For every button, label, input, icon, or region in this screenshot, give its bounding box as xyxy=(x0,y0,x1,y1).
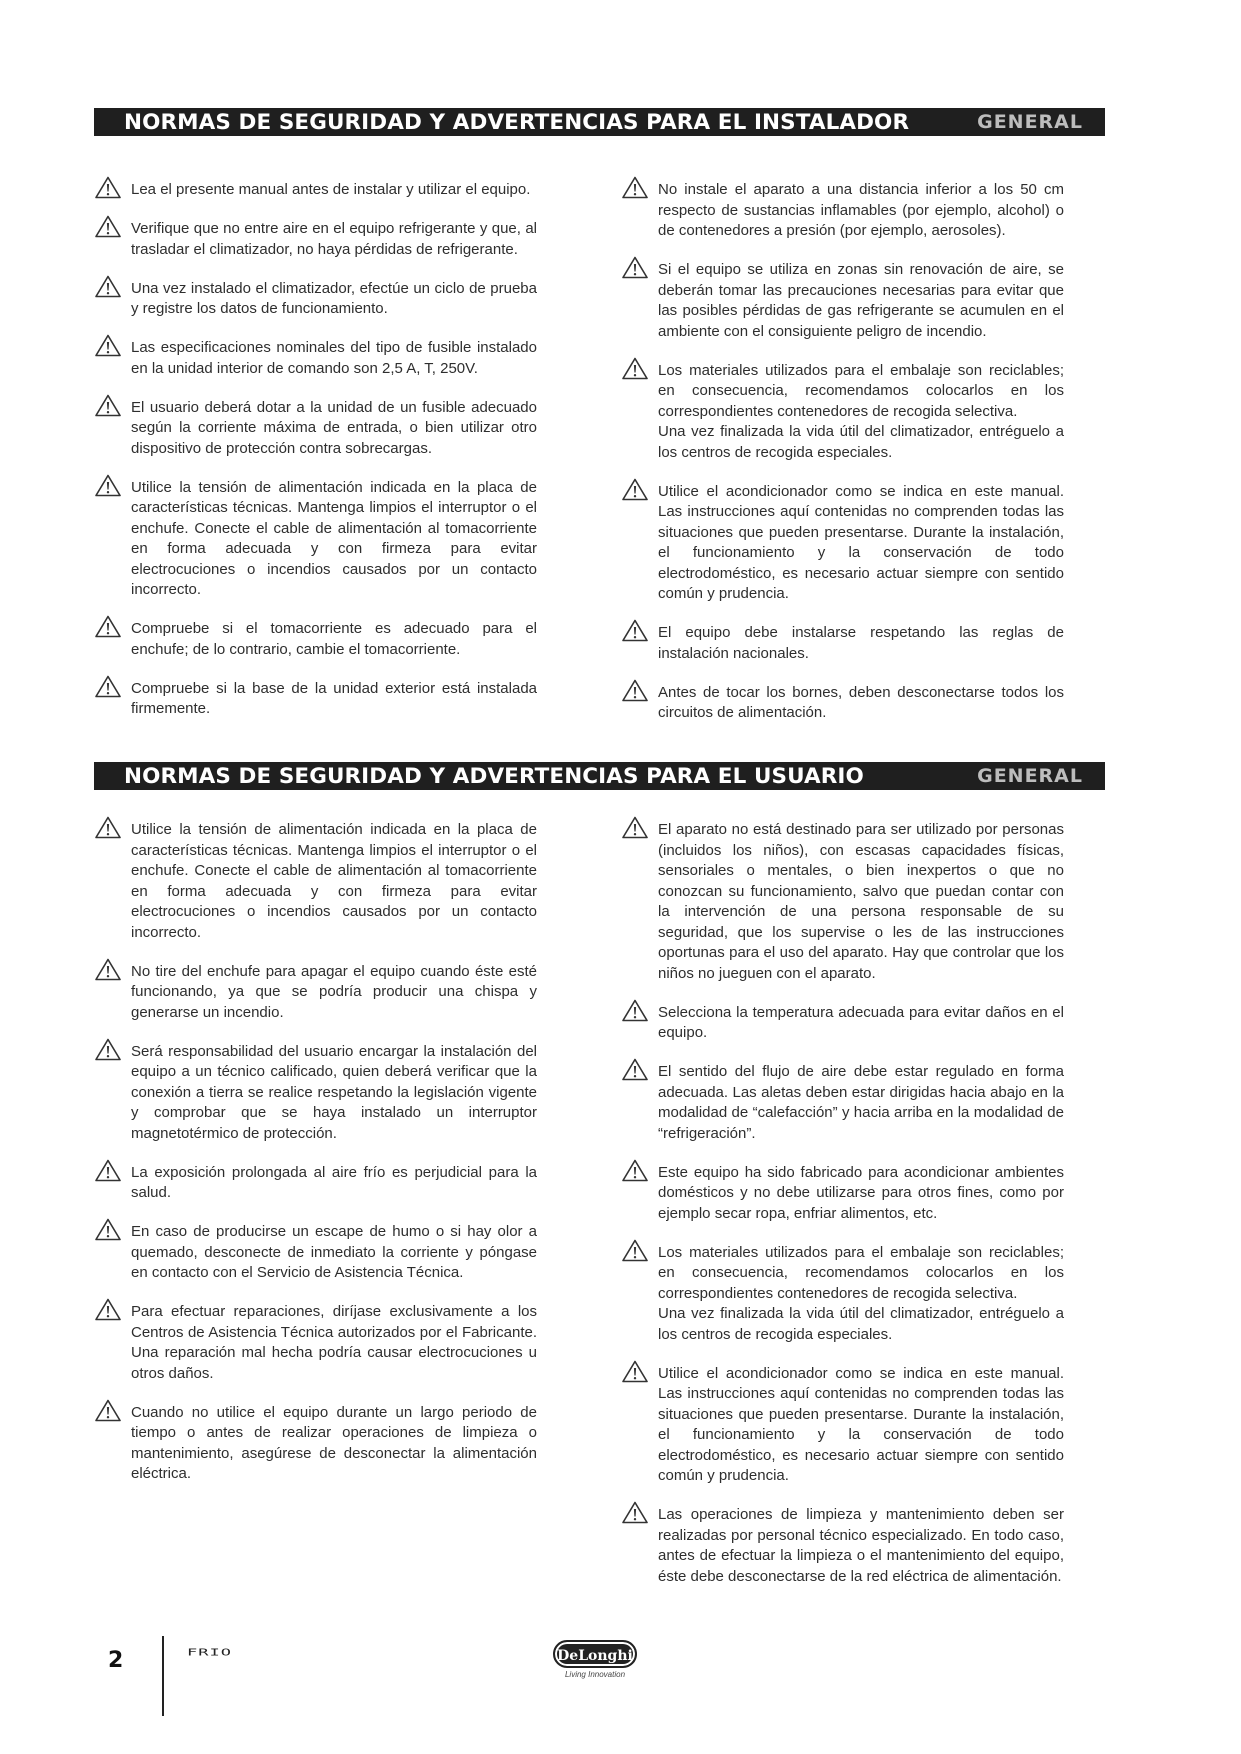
warning-item xyxy=(622,1505,1064,1587)
user-left-column xyxy=(95,820,537,1503)
warning-triangle-icon xyxy=(622,619,648,642)
warning-item xyxy=(95,820,537,943)
warning-item xyxy=(95,478,537,601)
warning-item xyxy=(622,260,1064,342)
warning-triangle-icon xyxy=(622,1360,648,1383)
brand-logo-mark: DeLonghi xyxy=(553,1640,637,1668)
warning-triangle-icon xyxy=(95,474,121,497)
warning-triangle-icon xyxy=(95,1159,121,1182)
warning-item xyxy=(622,623,1064,664)
warning-triangle-icon xyxy=(95,958,121,981)
warning-triangle-icon xyxy=(622,256,648,279)
warning-text: No tire del enchufe para apagar el equipo cuando éste esté funcionando, ya que se podría producir una chispa y generarse un incendio. xyxy=(131,962,537,1021)
product-name: FRIO xyxy=(187,1647,232,1658)
warning-text: Utilice el acondicionador como se indica en este manual. Las instrucciones aquí contenidas no comprenden todas las situaciones que pueden presentarse. Durante la instalación, el funcionamiento y la conservación de todo electrodoméstico, es necesario actuar siempre con sentido común y prudencia. xyxy=(658,1364,1064,1484)
warning-item xyxy=(95,338,537,379)
warning-text: Cuando no utilice el equipo durante un largo periodo de tiempo o antes de realizar operaciones de limpieza o mantenimiento, asegúrese de desconectar la alimentación eléctrica. xyxy=(131,1403,537,1482)
warning-item xyxy=(95,1302,537,1384)
warning-item xyxy=(95,219,537,260)
warning-triangle-icon xyxy=(622,1501,648,1524)
installer-left-column xyxy=(95,180,537,738)
warning-item xyxy=(95,619,537,660)
warning-triangle-icon xyxy=(622,999,648,1022)
installer-section-title: NORMAS DE SEGURIDAD Y ADVERTENCIAS PARA EL INSTALADOR xyxy=(124,109,910,135)
warning-item xyxy=(622,683,1064,724)
warning-text: La exposición prolongada al aire frío es perjudicial para la salud. xyxy=(131,1163,537,1201)
warning-item xyxy=(95,1222,537,1284)
warning-triangle-icon xyxy=(622,1239,648,1262)
installer-section-header xyxy=(94,108,1105,136)
warning-text: Compruebe si la base de la unidad exterior está instalada firmemente. xyxy=(131,679,537,717)
warning-item xyxy=(95,962,537,1024)
user-right-column xyxy=(622,820,1064,1606)
footer-divider xyxy=(162,1636,164,1716)
page-number: 2 xyxy=(108,1648,124,1673)
warning-triangle-icon xyxy=(95,275,121,298)
warning-text: Las operaciones de limpieza y mantenimiento deben ser realizadas por personal técnico especializado. En todo caso, antes de efectuar la limpieza o el mantenimiento del equipo, éste debe desconectarse de la red eléctrica de alimentación. xyxy=(658,1506,1064,1585)
warning-text: El usuario deberá dotar a la unidad de un fusible adecuado según la corriente máxima de entrada, o bien utilizar otro dispositivo de protección contra sobrecargas. xyxy=(131,398,537,457)
warning-text: Lea el presente manual antes de instalar y utilizar el equipo. xyxy=(131,181,531,198)
warning-triangle-icon xyxy=(622,679,648,702)
user-section-header xyxy=(94,762,1105,790)
warning-text: Si el equipo se utiliza en zonas sin renovación de aire, se deberán tomar las precauciones necesarias para evitar que las posibles pérdidas de gas refrigerante se acumulen en el ambiente con el consiguiente peligro de incendio. xyxy=(658,261,1064,340)
warning-item xyxy=(622,482,1064,605)
warning-triangle-icon xyxy=(95,394,121,417)
warning-item xyxy=(95,1042,537,1145)
warning-text: Para efectuar reparaciones, diríjase exclusivamente a los Centros de Asistencia Técnica autorizados por el Fabricante. Una reparación mal hecha podría causar electrocuciones u otros daños. xyxy=(131,1303,537,1382)
warning-triangle-icon xyxy=(95,675,121,698)
warning-item xyxy=(95,1403,537,1485)
warning-item xyxy=(622,361,1064,464)
user-section-tag: GENERAL xyxy=(977,765,1083,787)
brand-logo xyxy=(553,1640,637,1679)
warning-item xyxy=(622,1163,1064,1225)
warning-triangle-icon xyxy=(622,357,648,380)
warning-item xyxy=(622,820,1064,984)
warning-text: Este equipo ha sido fabricado para acondicionar ambientes domésticos y no debe utilizarse para otros fines, como por ejemplo secar ropa, enfriar alimentos, etc. xyxy=(658,1163,1064,1222)
warning-triangle-icon xyxy=(622,176,648,199)
warning-triangle-icon xyxy=(622,1159,648,1182)
warning-item xyxy=(95,279,537,320)
warning-text: Las especificaciones nominales del tipo de fusible instalado en la unidad interior de comando son 2,5 A, T, 250V. xyxy=(131,339,537,377)
warning-item xyxy=(622,180,1064,242)
brand-tagline: Living Innovation xyxy=(564,1670,626,1679)
warning-triangle-icon xyxy=(95,176,121,199)
warning-text: En caso de producirse un escape de humo o si hay olor a quemado, desconecte de inmediato la corriente y póngase en contacto con el Servicio de Asistencia Técnica. xyxy=(131,1223,537,1281)
warning-triangle-icon xyxy=(622,1058,648,1081)
warning-text: Utilice la tensión de alimentación indicada en la placa de características técnicas. Mantenga limpios el interruptor o el enchufe. Conecte el cable de alimentación al tomacorriente en forma adecuada y con firmeza para evitar electrocuciones o incendios causados por un contacto incorrecto. xyxy=(131,821,537,941)
warning-item xyxy=(95,1163,537,1204)
warning-triangle-icon xyxy=(95,334,121,357)
warning-text: Los materiales utilizados para el embalaje son reciclables; en consecuencia, recomendamos colocarlos en los correspondientes contenedores de recogida selectiva. Una vez finalizada la vida útil del climatizador, entréguelo a los centros de recogida especiales. xyxy=(658,1243,1064,1343)
warning-triangle-icon xyxy=(95,1399,121,1422)
installer-right-column xyxy=(622,180,1064,742)
warning-text: Una vez instalado el climatizador, efectúe un ciclo de prueba y registre los datos de funcionamiento. xyxy=(131,279,537,317)
warning-item xyxy=(95,398,537,460)
warning-triangle-icon xyxy=(95,1298,121,1321)
warning-item xyxy=(95,679,537,720)
warning-text: Verifique que no entre aire en el equipo refrigerante y que, al trasladar el climatizador, no haya pérdidas de refrigerante. xyxy=(131,220,537,258)
warning-item xyxy=(622,1243,1064,1346)
warning-item xyxy=(95,180,537,201)
warning-triangle-icon xyxy=(95,1218,121,1241)
warning-item xyxy=(622,1364,1064,1487)
warning-text: Utilice la tensión de alimentación indicada en la placa de características técnicas. Mantenga limpios el interruptor o el enchufe. Conecte el cable de alimentación al tomacorriente en forma adecuada y con firmeza para evitar electrocuciones o incendios causados por un contacto incorrecto. xyxy=(131,478,537,598)
warning-triangle-icon xyxy=(95,816,121,839)
warning-text: No instale el aparato a una distancia inferior a los 50 cm respecto de sustancias inflamables (por ejemplo, alcohol) o de contenedores a presión (por ejemplo, aerosoles). xyxy=(658,181,1064,239)
warning-text: Utilice el acondicionador como se indica en este manual. Las instrucciones aquí contenidas no comprenden todas las situaciones que pueden presentarse. Durante la instalación, el funcionamiento y la conservación de todo electrodoméstico, es necesario actuar siempre con sentido común y prudencia. xyxy=(658,482,1064,602)
warning-text: El sentido del flujo de aire debe estar regulado en forma adecuada. Las aletas deben estar dirigidas hacia abajo en la modalidad de “calefacción” y hacia arriba en la modalidad de “refrigeración”. xyxy=(658,1063,1064,1142)
warning-triangle-icon xyxy=(622,478,648,501)
warning-triangle-icon xyxy=(95,215,121,238)
warning-item xyxy=(622,1003,1064,1044)
warning-text: Los materiales utilizados para el embalaje son reciclables; en consecuencia, recomendamos colocarlos en los correspondientes contenedores de recogida selectiva. Una vez finalizada la vida útil del climatizador, entréguelo a los centros de recogida especiales. xyxy=(658,361,1064,461)
warning-text: El aparato no está destinado para ser utilizado por personas (incluidos los niños), con escasas capacidades físicas, sensoriales o mentales, o bien inexpertos o que no conozcan su funcionamiento, salvo que puedan contar con la intervención de una persona responsable de su seguridad, que los supervise o les de las instrucciones oportunas para el uso del aparato. Hay que controlar que los niños no jueguen con el aparato. xyxy=(658,821,1064,982)
warning-text: Será responsabilidad del usuario encargar la instalación del equipo a un técnico calificado, quien deberá verificar que la conexión a tierra se realice respetando la legislación vigente y comprobar que se haya instalado un interruptor magnetotérmico de protección. xyxy=(131,1042,537,1142)
user-section-title: NORMAS DE SEGURIDAD Y ADVERTENCIAS PARA EL USUARIO xyxy=(124,763,864,789)
warning-triangle-icon xyxy=(95,1038,121,1061)
warning-text: El equipo debe instalarse respetando las reglas de instalación nacionales. xyxy=(658,624,1064,662)
warning-triangle-icon xyxy=(95,615,121,638)
warning-text: Compruebe si el tomacorriente es adecuado para el enchufe; de lo contrario, cambie el tomacorriente. xyxy=(131,620,537,658)
installer-section-tag: GENERAL xyxy=(977,111,1083,133)
warning-text: Antes de tocar los bornes, deben desconectarse todos los circuitos de alimentación. xyxy=(658,683,1064,721)
warning-text: Selecciona la temperatura adecuada para evitar daños en el equipo. xyxy=(658,1003,1064,1041)
warning-triangle-icon xyxy=(622,816,648,839)
warning-item xyxy=(622,1062,1064,1144)
